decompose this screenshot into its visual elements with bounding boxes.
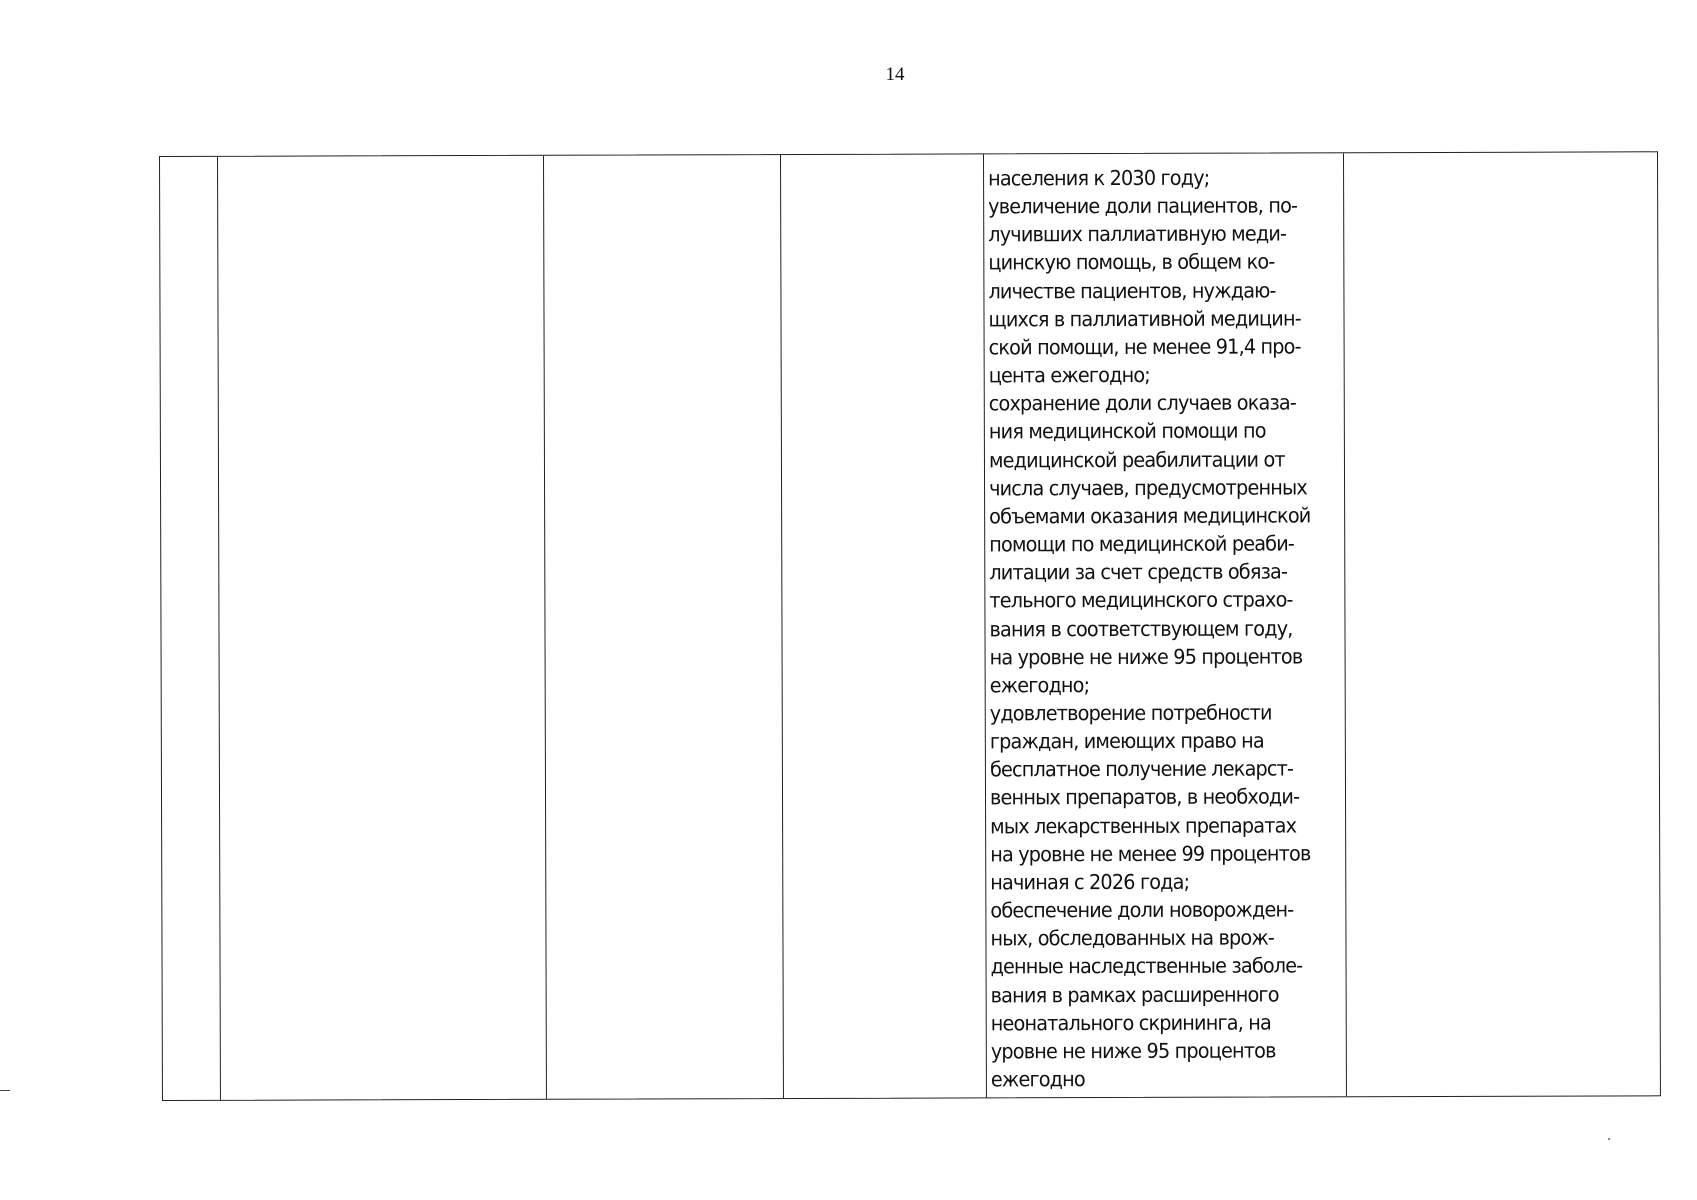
goals-cell-text: [988, 163, 1322, 1093]
page-number: 14: [885, 64, 905, 85]
scan-margin-mark: [0, 1090, 10, 1091]
cell-line: тельного медицинского страхо-: [989, 587, 1293, 613]
column-divider-1: [217, 157, 221, 1100]
cell-line: помощи по медицинской реаби-: [989, 531, 1295, 557]
cell-line: уровне не ниже 95 процентов: [990, 1038, 1276, 1064]
cell-line: сохранение доли случаев оказа-: [988, 390, 1297, 416]
cell-line: ежегодно;: [989, 672, 1090, 698]
cell-line: удовлетворение потребности: [989, 700, 1272, 726]
cell-line: денные наследственные заболе-: [990, 953, 1303, 979]
document-table: [159, 151, 1661, 1101]
cell-line: личестве пациентов, нуждаю-: [988, 278, 1276, 304]
cell-line: ния медицинской помощи по: [988, 418, 1266, 444]
cell-line: неонатального скрининга, на: [990, 1010, 1272, 1036]
cell-line: обеспечение доли новорожден-: [990, 897, 1294, 923]
cell-line: медицинской реабилитации от: [988, 447, 1285, 472]
column-divider-2: [543, 156, 547, 1099]
cell-line: цинскую помощь, в общем ко-: [988, 249, 1275, 275]
column-divider-3: [780, 155, 784, 1098]
cell-line: ных, обследованных на врож-: [990, 925, 1275, 951]
column-divider-4: [983, 154, 987, 1097]
cell-line: на уровне не менее 99 процентов: [990, 841, 1311, 867]
cell-line: цента ежегодно;: [988, 362, 1150, 388]
cell-line: вания в рамках расширенного: [990, 982, 1279, 1007]
cell-line: лучивших паллиативную меди-: [988, 221, 1287, 247]
cell-line: ежегодно: [990, 1067, 1085, 1092]
cell-line: граждан, имеющих право на: [989, 728, 1264, 754]
cell-line: на уровне не ниже 95 процентов: [989, 644, 1303, 670]
cell-line: литации за счет средств обяза-: [989, 559, 1288, 585]
cell-line: ской помощи, не менее 91,4 про-: [988, 334, 1301, 360]
cell-line: населения к 2030 году;: [988, 165, 1210, 191]
cell-line: начиная с 2026 года;: [990, 869, 1190, 895]
cell-line: мых лекарственных препаратах: [990, 813, 1297, 838]
scan-speck: [1608, 1138, 1610, 1140]
column-divider-5: [1343, 153, 1347, 1096]
cell-line: щихся в паллиативной медицин-: [988, 306, 1301, 332]
cell-line: объемами оказания медицинской: [989, 503, 1311, 529]
cell-line: вания в соответствующем году,: [989, 615, 1293, 641]
cell-line: бесплатное получение лекарст-: [989, 756, 1294, 782]
cell-line: числа случаев, предусмотренных: [989, 475, 1307, 501]
cell-line: увеличение доли пациентов, по-: [988, 193, 1298, 219]
cell-line: венных препаратов, в необходи-: [989, 784, 1300, 810]
